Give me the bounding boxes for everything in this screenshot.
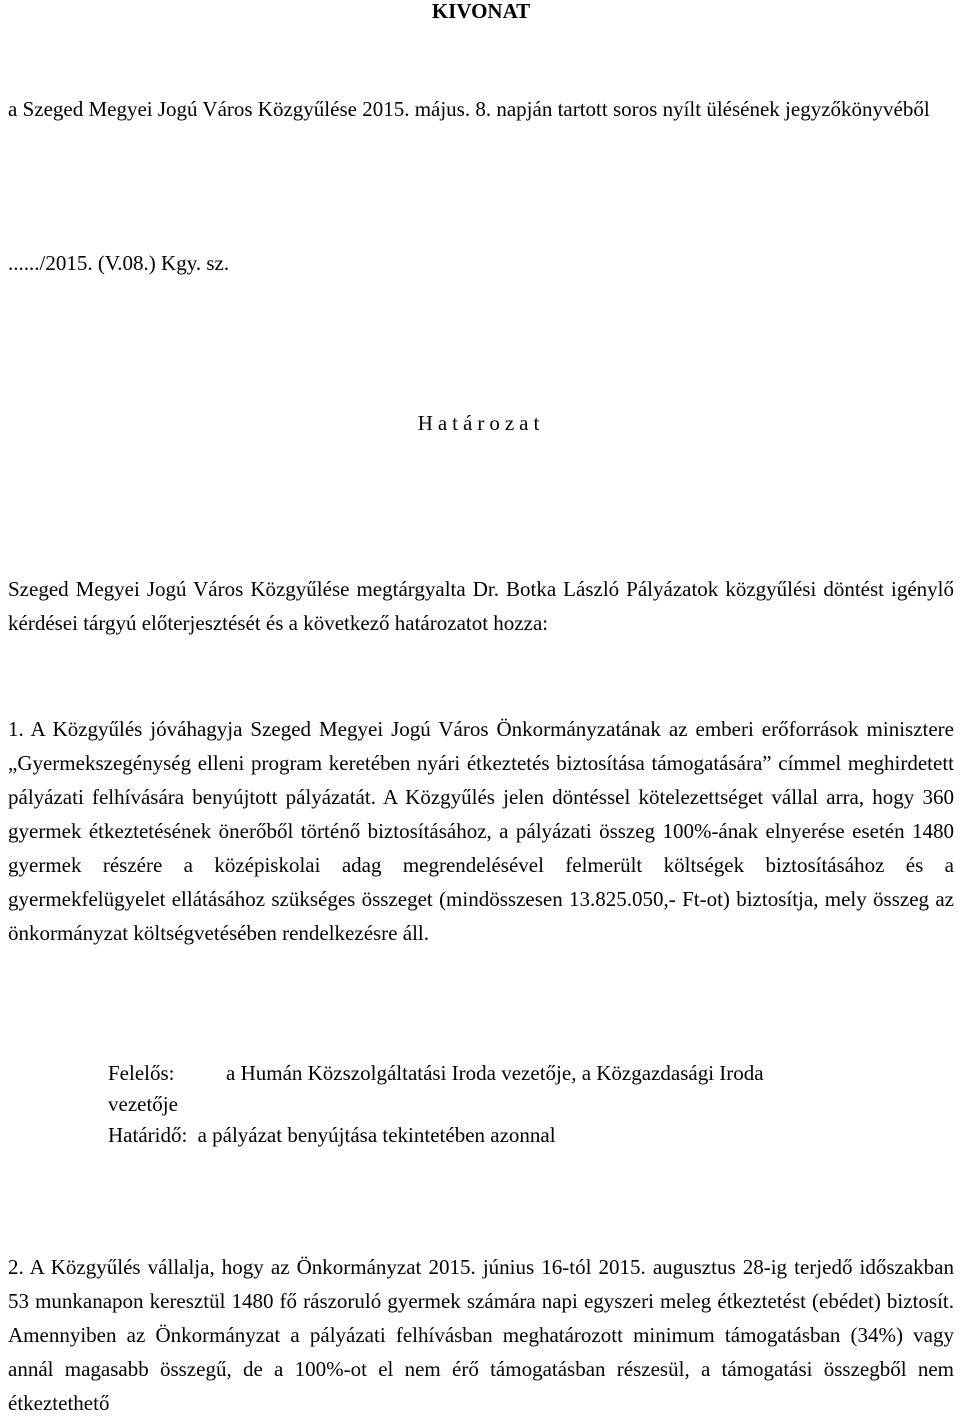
intro-paragraph: a Szeged Megyei Jogú Város Közgyűlése 2015. május. 8. napján tartott soros nyílt ülésének jegyzőkönyvéből: [8, 97, 930, 121]
decision-heading-text: Határozat: [417, 411, 545, 435]
preamble-paragraph: Szeged Megyei Jogú Város Közgyűlése megtárgyalta Dr. Botka László Pályázatok közgyűlési döntést igénylő kérdései tárgyú előterjesztését és a következő határozatot hozza:: [8, 577, 954, 635]
resolution-number: ....../2015. (V.08.) Kgy. sz.: [8, 251, 230, 275]
point-2-paragraph: 2. A Közgyűlés vállalja, hogy az Önkormányzat 2015. június 16-tól 2015. augusztus 28-ig terjedő időszakban 53 munkanapon keresztül 1480 fő rászoruló gyermek számára napi egyszeri meleg étkeztetést (ebédet) biztosít. Amennyiben az Önkormányzat a pályázati felhívásban meghatározott minimum támogatásban (34%) vagy annál magasabb összegű, de a 100%-ot el nem érő támogatásban részesül, a támogatási összegből nem étkeztethető: [8, 1255, 954, 1415]
document-title: KIVONAT: [431, 0, 531, 23]
deadline-value: a pályázat benyújtása tekintetében azonnal: [197, 1123, 556, 1147]
responsible-value: a Humán Közszolgáltatási Iroda vezetője, a Közgazdasági Iroda: [226, 1061, 764, 1085]
decision-heading: [8, 406, 954, 440]
deadline-label: Határidő:: [108, 1123, 188, 1147]
responsibility-block: [108, 1058, 908, 1151]
responsible-continuation: vezetője: [108, 1092, 178, 1116]
point-1-paragraph: 1. A Közgyűlés jóváhagyja Szeged Megyei Jogú Város Önkormányzatának az emberi erőforrások minisztere „Gyermekszegénység elleni program keretében nyári étkeztetés biztosítása támogatására” címmel meghirdetett pályázati felhívására benyújtott pályázatát. A Közgyűlés jelen döntéssel kötelezettséget vállal arra, hogy 360 gyermek étkeztetésének önerőből történő biztosításához, a pályázati összeg 100%-ának elnyerése esetén 1480 gyermek részére a középiskolai adag megrendelésével felmerült költségek biztosításához és a gyermekfelügyelet ellátásához szükséges összeget (mindösszesen 13.825.050,- Ft-ot) biztosítja, mely összeg az önkormányzat költségvetésében rendelkezésre áll.: [8, 717, 954, 945]
deadline-row: [108, 1120, 908, 1151]
responsible-label: Felelős:: [108, 1061, 175, 1085]
responsible-row: [108, 1058, 908, 1089]
